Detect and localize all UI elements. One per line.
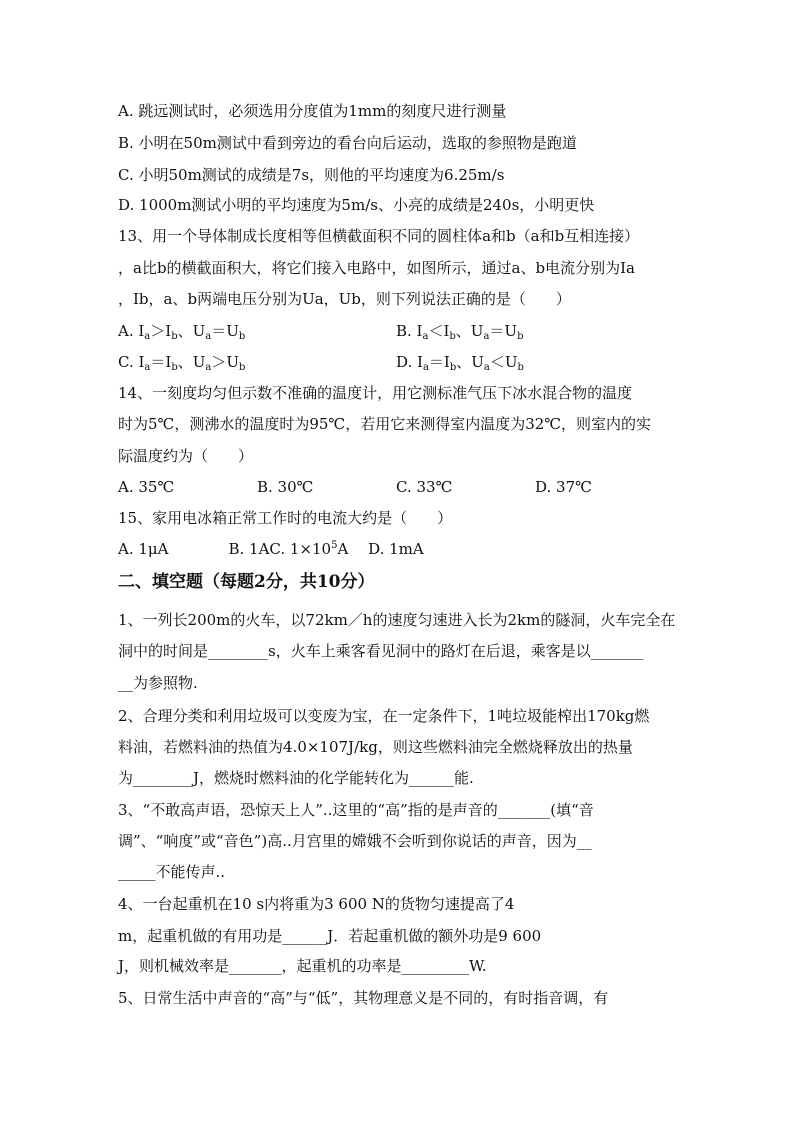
fill5-line-1: 5、日常生活中声音的“高”与“低”，其物理意义是不同的，有时指音调，有 (118, 989, 609, 1007)
q12-option-a: A. 跳远测试时，必须选用分度值为1mm的刻度尺进行测量 (118, 102, 507, 120)
q12-option-b: B. 小明在50m测试中看到旁边的看台向后运动，选取的参照物是跑道 (118, 134, 577, 152)
q13-option-a: A. $I_a>I_b$、$U_a=U_b$ (118, 322, 246, 342)
q13-options-row-2 (118, 352, 524, 372)
q12-option-c: C. 小明50m测试的成绩是7s，则他的平均速度为6.25m/s (118, 166, 505, 184)
q13-line-1: 13、用一个导体制成长度相等但横截面积不同的圆柱体a和b（a和b互相连接） (118, 227, 640, 245)
q14-option-c: C. 33℃ (396, 478, 453, 496)
fill4-line-1: 4、一台起重机在10 s内将重为3 600 N的货物匀速提高了4 (118, 895, 515, 913)
q12-option-d: D. 1000m测试小明的平均速度为5m/s、小亮的成绩是240s，小明更快 (118, 196, 595, 214)
q13-line-2: ，a比b的横截面积大，将它们接入电路中，如图所示，通过a、b电流分别为Ia (118, 259, 635, 277)
q14-options (118, 477, 674, 497)
fill2-line-2: 料油，若燃料油的热值为4.0×107J/kg，则这些燃料油完全燃烧释放出的热量 (118, 738, 633, 756)
fill4-line-2: m，起重机做的有用功是______J．若起重机做的额外功是9 600 (118, 927, 542, 945)
fill2-line-1: 2、合理分类和利用垃圾可以变废为宝，在一定条件下，1吨垃圾能榨出170kg燃 (118, 707, 650, 725)
q15-line-1: 15、家用电冰箱正常工作时的电流大约是（ ） (118, 509, 453, 527)
fill1-line-3: __为参照物. (118, 674, 198, 692)
q14-option-d: D. 37℃ (535, 478, 592, 496)
fill3-line-3: _____不能传声.. (118, 863, 226, 881)
q14-line-3: 际温度约为（ ） (118, 447, 254, 465)
q14-option-a: A. 35℃ (118, 478, 175, 496)
q13-option-b: B. $I_a<I_b$、$U_a=U_b$ (396, 322, 524, 342)
q13-options-row-1 (118, 321, 523, 341)
q13-option-d: D. $I_a=I_b$、$U_a<U_b$ (396, 353, 524, 373)
fill3-line-1: 3、“不敢高声语，恐惊天上人”..这里的“高”指的是声音的_______(填“音 (118, 801, 594, 819)
fill4-line-3: J，则机械效率是_______，起重机的功率是_________W. (118, 957, 487, 975)
q13-line-3: ，Ib，a、b两端电压分别为Ua，Ub，则下列说法正确的是（ ） (118, 290, 571, 308)
fill3-line-2: 调”、“响度”或“音色”)高..月宫里的嫦娥不会听到你说话的声音，因为__ (118, 832, 592, 850)
fill2-line-3: 为________J，燃烧时燃料油的化学能转化为______能. (118, 769, 474, 787)
fill1-line-2: 洞中的时间是________s，火车上乘客看见洞中的路灯在后退，乘客是以_______ (118, 642, 644, 660)
q14-option-b: B. 30℃ (257, 478, 314, 496)
fill1-line-1: 1、一列长200m的火车，以72km／h的速度匀速进入长为2km的隧洞，火车完全在 (118, 611, 676, 629)
q14-line-1: 14、一刻度均匀但示数不准确的温度计，用它测标准气压下冰水混合物的温度 (118, 384, 633, 402)
q14-line-2: 时为5℃，测沸水的温度时为95℃，若用它来测得室内温度为32℃，则室内的实 (118, 415, 652, 433)
section-2-heading: 二、填空题（每题2分，共10分） (118, 572, 375, 592)
q15-options: A. 1μA B. 1AC. $1\times 10^5A$ D. 1mA (118, 540, 424, 558)
q13-option-c: C. $I_a=I_b$、$U_a>U_b$ (118, 353, 246, 373)
